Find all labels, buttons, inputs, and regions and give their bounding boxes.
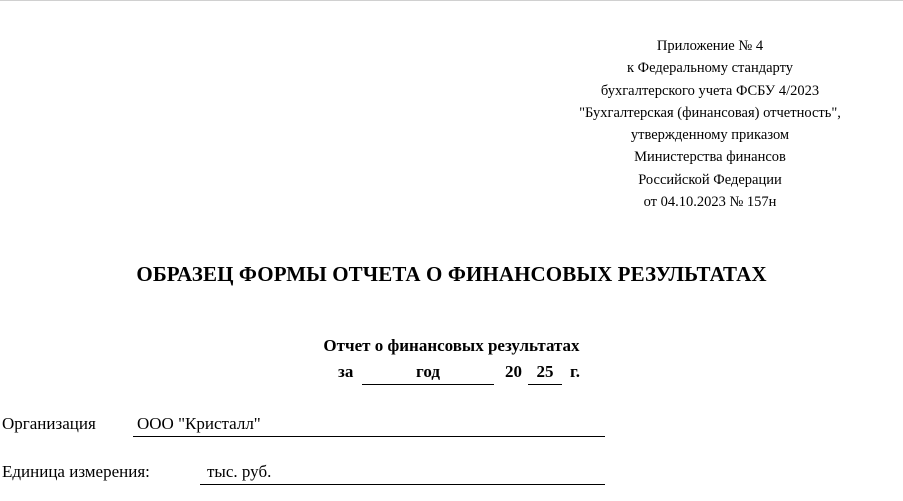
organization-underline [133, 436, 605, 437]
appendix-header [560, 35, 860, 213]
unit-label: Единица измерения: [2, 462, 150, 481]
appendix-line: Российской Федерации [638, 171, 782, 188]
year-suffix: г. [570, 362, 581, 381]
appendix-line: Министерства финансов [634, 149, 786, 166]
organization-field [0, 414, 903, 440]
period-underline [362, 384, 494, 385]
report-title: Отчет о финансовых результатах [323, 336, 580, 355]
appendix-line: от 04.10.2023 № 157н [643, 194, 777, 211]
organization-label: Организация [2, 414, 96, 433]
year-value[interactable]: 25 [536, 362, 554, 381]
period-value[interactable]: год [416, 362, 440, 381]
period-prefix: за [338, 362, 354, 381]
appendix-line: бухгалтерского учета ФСБУ 4/2023 [600, 82, 820, 99]
year-prefix: 20 [505, 362, 522, 381]
appendix-line: к Федеральному стандарту [626, 60, 794, 77]
appendix-line: Приложение № 4 [656, 38, 764, 54]
report-period-line [0, 362, 903, 388]
unit-field [0, 462, 903, 488]
unit-value[interactable]: тыс. руб. [207, 462, 272, 481]
organization-value[interactable]: ООО "Кристалл" [137, 414, 261, 433]
top-border-line [0, 0, 903, 1]
unit-underline [200, 484, 605, 485]
document-title: ОБРАЗЕЦ ФОРМЫ ОТЧЕТА О ФИНАНСОВЫХ РЕЗУЛЬТАТАХ [136, 262, 767, 286]
appendix-line: "Бухгалтерская (финансовая) отчетность", [579, 104, 841, 121]
appendix-line: утвержденному приказом [630, 127, 790, 144]
year-underline [528, 384, 562, 385]
